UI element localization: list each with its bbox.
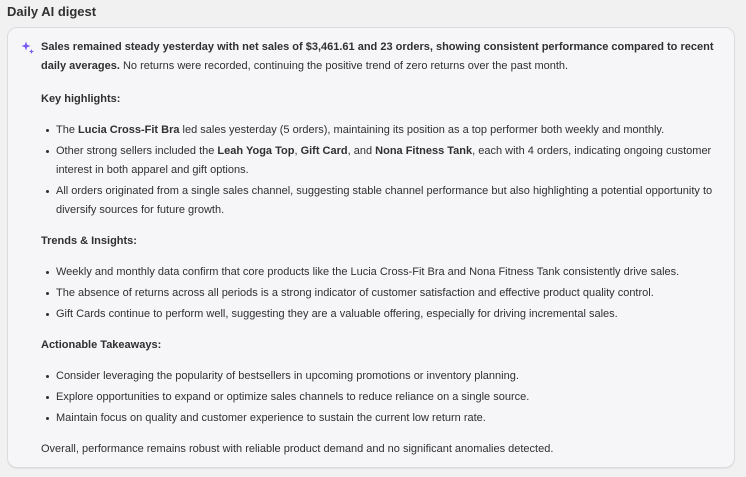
list-item [41,121,726,140]
key-highlights-heading: Key highlights: [41,93,121,105]
intro-text: No returns were recorded, continuing the positive trend of zero returns over the past month. [119,60,569,72]
section-title: Daily AI digest [7,4,97,19]
list-item: Weekly and monthly data confirm that core products like the Lucia Cross-Fit Bra and Nona Fitness Tank consistently drive sales. [41,263,726,282]
text-segment: , and [347,145,376,157]
list-item: The absence of returns across all periods is a strong indicator of customer satisfaction and effective product quality control. [41,284,726,303]
digest-intro [41,38,726,76]
trends-heading: Trends & Insights: [41,235,137,247]
text-segment: Other strong sellers included the [56,145,218,157]
digest-conclusion: Overall, performance remains robust with reliable product demand and no significant anomalies detected. [41,443,554,455]
product-name: Nona Fitness Tank [375,145,473,157]
text-segment: , [294,145,301,157]
text-segment: led sales yesterday (5 orders), maintaining its position as a top performer both weekly and monthly. [179,124,665,136]
trends-list [41,263,726,324]
digest-content [41,38,726,459]
product-name: Leah Yoga Top [217,145,295,157]
ai-digest-card [7,27,735,468]
text-segment: The [56,124,79,136]
list-item: Gift Cards continue to perform well, suggesting they are a valuable offering, especially for driving incremental sales. [41,305,726,324]
intro-bold-text: Sales remained steady yesterday with net sales of $3,461.61 and 23 orders, showing consistent performance compared to recent daily averages. [41,41,714,72]
takeaways-heading: Actionable Takeaways: [41,339,162,351]
sparkle-icon [20,40,36,56]
text-segment: , each with 4 orders, indicating ongoing customer interest in both apparel and gift options. [56,145,712,176]
list-item: Explore opportunities to expand or optimize sales channels to reduce reliance on a single source. [41,388,726,407]
list-item: All orders originated from a single sales channel, suggesting stable channel performance but also highlighting a potential opportunity to diversify sources for future growth. [41,182,726,220]
list-item: Maintain focus on quality and customer experience to sustain the current low return rate. [41,409,726,428]
list-item [41,142,726,180]
key-highlights-list [41,121,726,220]
product-name: Gift Card [300,145,348,157]
product-name: Lucia Cross-Fit Bra [78,124,180,136]
list-item: Consider leveraging the popularity of bestsellers in upcoming promotions or inventory planning. [41,367,726,386]
takeaways-list [41,367,726,428]
